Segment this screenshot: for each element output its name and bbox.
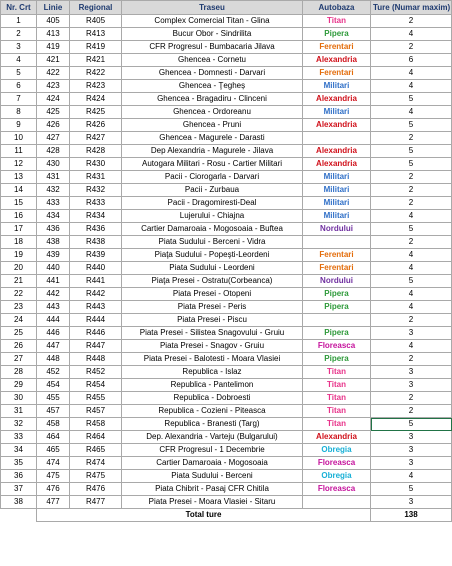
table-row (1, 28, 452, 41)
ture-cell[interactable]: 2 (371, 171, 452, 184)
traseu-cell[interactable]: Piata Presei - Peris (122, 301, 303, 314)
table-row (1, 67, 452, 80)
traseu-cell[interactable]: Cartier Damaroaia - Mogosoaia - Buftea (122, 223, 303, 236)
autobaza-cell[interactable]: Alexandria (303, 54, 371, 67)
ture-cell[interactable]: 5 (371, 223, 452, 236)
traseu-cell[interactable]: Ghencea - Magurele - Darasti (122, 132, 303, 145)
total-row (1, 509, 452, 522)
autobaza-cell[interactable]: Alexandria (303, 158, 371, 171)
linie-cell[interactable]: 448 (37, 353, 70, 366)
linie-cell[interactable]: 413 (37, 28, 70, 41)
nr-crt-cell[interactable]: 31 (1, 405, 37, 418)
regional-cell[interactable]: R444 (70, 314, 122, 327)
autobaza-cell[interactable] (303, 236, 371, 249)
table-row (1, 340, 452, 353)
ture-cell[interactable]: 4 (371, 67, 452, 80)
nr-crt-cell[interactable]: 25 (1, 327, 37, 340)
regional-cell[interactable]: R434 (70, 210, 122, 223)
linie-cell[interactable]: 431 (37, 171, 70, 184)
traseu-cell[interactable]: Piata Sudului - Berceni - Vidra (122, 236, 303, 249)
linie-cell[interactable]: 426 (37, 119, 70, 132)
autobaza-cell[interactable]: Alexandria (303, 93, 371, 106)
nr-crt-cell[interactable]: 38 (1, 496, 37, 509)
linie-cell[interactable]: 455 (37, 392, 70, 405)
autobaza-cell[interactable]: Alexandria (303, 431, 371, 444)
table-row (1, 171, 452, 184)
regional-cell[interactable]: R427 (70, 132, 122, 145)
traseu-cell[interactable]: Ghencea - Cornetu (122, 54, 303, 67)
ture-cell[interactable]: 4 (371, 288, 452, 301)
ture-cell[interactable]: 3 (371, 327, 452, 340)
regional-cell[interactable]: R447 (70, 340, 122, 353)
ture-cell[interactable]: 2 (371, 132, 452, 145)
table-row (1, 470, 452, 483)
regional-cell[interactable]: R438 (70, 236, 122, 249)
linie-cell[interactable]: 421 (37, 54, 70, 67)
nr-crt-cell[interactable]: 35 (1, 457, 37, 470)
nr-crt-cell[interactable]: 30 (1, 392, 37, 405)
linie-cell[interactable]: 425 (37, 106, 70, 119)
regional-cell[interactable]: R457 (70, 405, 122, 418)
total-value[interactable]: 138 (371, 509, 452, 522)
regional-cell[interactable]: R430 (70, 158, 122, 171)
table-row (1, 301, 452, 314)
autobaza-cell[interactable]: Militari (303, 184, 371, 197)
traseu-cell[interactable]: Piata Presei - Snagov - Gruiu (122, 340, 303, 353)
regional-cell[interactable]: R455 (70, 392, 122, 405)
nr-crt-cell[interactable]: 14 (1, 184, 37, 197)
table-row (1, 444, 452, 457)
traseu-cell[interactable]: Ghencea - Domnesti - Darvari (122, 67, 303, 80)
nr-crt-cell[interactable]: 12 (1, 158, 37, 171)
nr-crt-cell[interactable]: 21 (1, 275, 37, 288)
regional-cell[interactable]: R439 (70, 249, 122, 262)
nr-crt-cell[interactable]: 29 (1, 379, 37, 392)
linie-cell[interactable]: 458 (37, 418, 70, 431)
linie-cell[interactable]: 442 (37, 288, 70, 301)
autobaza-cell[interactable]: Floreasca (303, 340, 371, 353)
nr-crt-cell[interactable]: 6 (1, 80, 37, 93)
traseu-cell[interactable]: Ghencea - Ţegheș (122, 80, 303, 93)
autobaza-cell[interactable]: Obregia (303, 470, 371, 483)
linie-cell[interactable]: 443 (37, 301, 70, 314)
regional-cell[interactable]: R440 (70, 262, 122, 275)
header-regional[interactable]: Regional (70, 1, 122, 15)
traseu-cell[interactable]: CFR Progresul - Bumbacaria Jilava (122, 41, 303, 54)
ture-cell[interactable]: 3 (371, 431, 452, 444)
linie-cell[interactable]: 464 (37, 431, 70, 444)
table-row (1, 457, 452, 470)
autobaza-cell[interactable]: Militari (303, 171, 371, 184)
ture-cell[interactable]: 2 (371, 15, 452, 28)
table-row (1, 249, 452, 262)
regional-cell[interactable]: R423 (70, 80, 122, 93)
ture-cell[interactable]: 6 (371, 54, 452, 67)
ture-cell[interactable]: 5 (371, 483, 452, 496)
nr-crt-cell[interactable]: 37 (1, 483, 37, 496)
ture-cell[interactable]: 4 (371, 210, 452, 223)
ture-cell[interactable]: 5 (371, 145, 452, 158)
nr-crt-cell[interactable]: 20 (1, 262, 37, 275)
regional-cell[interactable]: R458 (70, 418, 122, 431)
regional-cell[interactable]: R454 (70, 379, 122, 392)
regional-cell[interactable]: R433 (70, 197, 122, 210)
regional-cell[interactable]: R431 (70, 171, 122, 184)
nr-crt-cell[interactable]: 32 (1, 418, 37, 431)
nr-crt-cell[interactable]: 18 (1, 236, 37, 249)
nr-crt-cell[interactable]: 36 (1, 470, 37, 483)
linie-cell[interactable]: 475 (37, 470, 70, 483)
linie-cell[interactable]: 457 (37, 405, 70, 418)
nr-crt-cell[interactable]: 24 (1, 314, 37, 327)
ture-cell[interactable]: 5 (371, 275, 452, 288)
total-label[interactable]: Total ture (37, 509, 371, 522)
ture-cell[interactable]: 2 (371, 392, 452, 405)
traseu-cell[interactable]: Piata Sudului - Leordeni (122, 262, 303, 275)
traseu-cell[interactable]: Republica - Pantelimon (122, 379, 303, 392)
regional-cell[interactable]: R452 (70, 366, 122, 379)
table-row (1, 184, 452, 197)
autobaza-cell[interactable]: Floreasca (303, 457, 371, 470)
autobaza-cell[interactable] (303, 132, 371, 145)
autobaza-cell[interactable]: Ferentari (303, 249, 371, 262)
table-row (1, 54, 452, 67)
table-row (1, 392, 452, 405)
ture-cell[interactable]: 2 (371, 353, 452, 366)
traseu-cell[interactable]: Republica - Islaz (122, 366, 303, 379)
autobaza-cell[interactable]: Titan (303, 405, 371, 418)
ture-cell[interactable]: 3 (371, 366, 452, 379)
table-row (1, 353, 452, 366)
table-row (1, 132, 452, 145)
table-footer (1, 509, 452, 522)
traseu-cell[interactable]: Ghencea - Pruni (122, 119, 303, 132)
nr-crt-cell[interactable]: 26 (1, 340, 37, 353)
ture-cell[interactable]: 5 (371, 158, 452, 171)
autobaza-cell[interactable]: Militari (303, 106, 371, 119)
linie-cell[interactable]: 423 (37, 80, 70, 93)
regional-cell[interactable]: R477 (70, 496, 122, 509)
linie-cell[interactable]: 430 (37, 158, 70, 171)
traseu-cell[interactable]: Republica - Dobroesti (122, 392, 303, 405)
table-row (1, 327, 452, 340)
regional-cell[interactable]: R442 (70, 288, 122, 301)
linie-cell[interactable]: 427 (37, 132, 70, 145)
traseu-cell[interactable]: Piata Presei - Balotesti - Moara Vlasiei (122, 353, 303, 366)
nr-crt-cell[interactable]: 22 (1, 288, 37, 301)
regional-cell[interactable]: R443 (70, 301, 122, 314)
nr-crt-cell[interactable]: 8 (1, 106, 37, 119)
autobaza-cell[interactable]: Militari (303, 210, 371, 223)
traseu-cell[interactable]: Pacii - Zurbaua (122, 184, 303, 197)
autobaza-cell[interactable]: Pipera (303, 327, 371, 340)
traseu-cell[interactable]: CFR Progresul - 1 Decembrie (122, 444, 303, 457)
autobaza-cell[interactable]: Nordului (303, 275, 371, 288)
table-row (1, 210, 452, 223)
table-row (1, 80, 452, 93)
traseu-cell[interactable]: Ghencea - Ordoreanu (122, 106, 303, 119)
linie-cell[interactable]: 424 (37, 93, 70, 106)
linie-cell[interactable]: 441 (37, 275, 70, 288)
nr-crt-cell[interactable]: 13 (1, 171, 37, 184)
autobaza-cell[interactable]: Titan (303, 418, 371, 431)
regional-cell[interactable]: R476 (70, 483, 122, 496)
nr-crt-cell[interactable]: 11 (1, 145, 37, 158)
regional-cell[interactable]: R419 (70, 41, 122, 54)
table-row (1, 236, 452, 249)
nr-crt-cell[interactable]: 28 (1, 366, 37, 379)
autobaza-cell[interactable] (303, 496, 371, 509)
linie-cell[interactable]: 436 (37, 223, 70, 236)
nr-crt-cell[interactable]: 2 (1, 28, 37, 41)
table-row (1, 366, 452, 379)
table-row (1, 418, 452, 431)
ture-cell[interactable]: 5 (371, 418, 452, 431)
linie-cell[interactable]: 433 (37, 197, 70, 210)
nr-crt-cell[interactable]: 9 (1, 119, 37, 132)
table-row (1, 431, 452, 444)
traseu-cell[interactable]: Piata Presei - Piscu (122, 314, 303, 327)
linie-cell[interactable]: 474 (37, 457, 70, 470)
autobaza-cell[interactable]: Pipera (303, 288, 371, 301)
header-traseu[interactable]: Traseu (122, 1, 303, 15)
nr-crt-cell[interactable]: 10 (1, 132, 37, 145)
traseu-cell[interactable]: Pacii - Dragomiresti-Deal (122, 197, 303, 210)
linie-cell[interactable]: 476 (37, 483, 70, 496)
ture-cell[interactable]: 2 (371, 184, 452, 197)
autobaza-cell[interactable]: Alexandria (303, 119, 371, 132)
table-row (1, 223, 452, 236)
ture-cell[interactable]: 4 (371, 106, 452, 119)
table-header (1, 1, 452, 15)
table-row (1, 262, 452, 275)
autobaza-cell[interactable]: Pipera (303, 301, 371, 314)
nr-crt-cell[interactable]: 5 (1, 67, 37, 80)
traseu-cell[interactable]: Dep Alexandria - Magurele - Jilava (122, 145, 303, 158)
ture-cell[interactable]: 5 (371, 93, 452, 106)
autobaza-cell[interactable]: Titan (303, 15, 371, 28)
linie-cell[interactable]: 439 (37, 249, 70, 262)
nr-crt-cell[interactable]: 34 (1, 444, 37, 457)
nr-crt-cell[interactable]: 7 (1, 93, 37, 106)
linie-cell[interactable]: 465 (37, 444, 70, 457)
table-row (1, 41, 452, 54)
header-row (1, 1, 452, 15)
linie-cell[interactable]: 454 (37, 379, 70, 392)
table-row (1, 405, 452, 418)
header-autobaza[interactable]: Autobaza (303, 1, 371, 15)
table-row (1, 145, 452, 158)
traseu-cell[interactable]: Piata Chibrit - Pasaj CFR Chitila (122, 483, 303, 496)
linie-cell[interactable]: 447 (37, 340, 70, 353)
ture-cell[interactable]: 2 (371, 314, 452, 327)
autobaza-cell[interactable]: Militari (303, 197, 371, 210)
regional-cell[interactable]: R475 (70, 470, 122, 483)
table-row (1, 197, 452, 210)
traseu-cell[interactable]: Dep. Alexandria - Varteju (Bulgarului) (122, 431, 303, 444)
autobaza-cell[interactable]: Titan (303, 392, 371, 405)
traseu-cell[interactable]: Piata Presei - Otopeni (122, 288, 303, 301)
nr-crt-cell[interactable]: 3 (1, 41, 37, 54)
traseu-cell[interactable]: Complex Comercial Titan - Glina (122, 15, 303, 28)
linie-cell[interactable]: 452 (37, 366, 70, 379)
nr-crt-cell[interactable]: 15 (1, 197, 37, 210)
ture-cell[interactable]: 4 (371, 249, 452, 262)
nr-crt-cell[interactable]: 4 (1, 54, 37, 67)
ture-cell[interactable]: 3 (371, 379, 452, 392)
table-row (1, 93, 452, 106)
traseu-cell[interactable]: Republica - Cozieni - Piteasca (122, 405, 303, 418)
traseu-cell[interactable]: Piaţa Presei - Ostratu(Corbeanca) (122, 275, 303, 288)
regional-cell[interactable]: R441 (70, 275, 122, 288)
regional-cell[interactable]: R446 (70, 327, 122, 340)
autobaza-cell[interactable] (303, 314, 371, 327)
autobaza-cell[interactable]: Obregia (303, 444, 371, 457)
regional-cell[interactable]: R413 (70, 28, 122, 41)
ture-cell[interactable]: 2 (371, 236, 452, 249)
traseu-cell[interactable]: Piata Sudului - Berceni (122, 470, 303, 483)
ture-cell[interactable]: 4 (371, 262, 452, 275)
traseu-cell[interactable]: Piata Presei - Moara Vlasiei - Sitaru (122, 496, 303, 509)
ture-cell[interactable]: 4 (371, 301, 452, 314)
ture-cell[interactable]: 2 (371, 405, 452, 418)
traseu-cell[interactable]: Pacii - Ciorogarla - Darvari (122, 171, 303, 184)
header-linie[interactable]: Linie (37, 1, 70, 15)
regional-cell[interactable]: R432 (70, 184, 122, 197)
autobaza-cell[interactable]: Ferentari (303, 262, 371, 275)
header-nr-crt[interactable]: Nr. Crt (1, 1, 37, 15)
ture-cell[interactable]: 4 (371, 340, 452, 353)
linie-cell[interactable]: 428 (37, 145, 70, 158)
regional-cell[interactable]: R426 (70, 119, 122, 132)
autobaza-cell[interactable]: Titan (303, 366, 371, 379)
table-row (1, 483, 452, 496)
nr-crt-cell[interactable]: 16 (1, 210, 37, 223)
traseu-cell[interactable]: Autogara Militari - Rosu - Cartier Militari (122, 158, 303, 171)
regional-cell[interactable]: R448 (70, 353, 122, 366)
table-row (1, 15, 452, 28)
autobaza-cell[interactable]: Floreasca (303, 483, 371, 496)
traseu-cell[interactable]: Bucur Obor - Sindrilita (122, 28, 303, 41)
linie-cell[interactable]: 438 (37, 236, 70, 249)
ture-cell[interactable]: 4 (371, 28, 452, 41)
ture-cell[interactable]: 2 (371, 41, 452, 54)
autobaza-cell[interactable]: Alexandria (303, 145, 371, 158)
linie-cell[interactable]: 446 (37, 327, 70, 340)
ture-cell[interactable]: 4 (371, 470, 452, 483)
table-row (1, 379, 452, 392)
ture-cell[interactable]: 2 (371, 197, 452, 210)
ture-cell[interactable]: 3 (371, 496, 452, 509)
autobaza-cell[interactable]: Nordului (303, 223, 371, 236)
table-row (1, 314, 452, 327)
regional-cell[interactable]: R465 (70, 444, 122, 457)
linie-cell[interactable]: 434 (37, 210, 70, 223)
regional-cell[interactable]: R424 (70, 93, 122, 106)
traseu-cell[interactable]: Republica - Branesti (Targ) (122, 418, 303, 431)
traseu-cell[interactable]: Lujerului - Chiajna (122, 210, 303, 223)
table-row (1, 288, 452, 301)
regional-cell[interactable]: R474 (70, 457, 122, 470)
table-row (1, 106, 452, 119)
table-row (1, 119, 452, 132)
linie-cell[interactable]: 432 (37, 184, 70, 197)
traseu-cell[interactable]: Cartier Damaroaia - Mogosoaia (122, 457, 303, 470)
nr-crt-cell[interactable]: 33 (1, 431, 37, 444)
ture-cell[interactable]: 5 (371, 119, 452, 132)
linie-cell[interactable]: 477 (37, 496, 70, 509)
ture-cell[interactable]: 3 (371, 457, 452, 470)
linie-cell[interactable]: 444 (37, 314, 70, 327)
linie-cell[interactable]: 405 (37, 15, 70, 28)
traseu-cell[interactable]: Piaţa Sudului - Popeşti-Leordeni (122, 249, 303, 262)
table-row (1, 158, 452, 171)
traseu-cell[interactable]: Ghencea - Bragadiru - Clinceni (122, 93, 303, 106)
autobaza-cell[interactable]: Ferentari (303, 41, 371, 54)
linie-cell[interactable]: 440 (37, 262, 70, 275)
total-blank-cell[interactable] (1, 509, 37, 522)
table-row (1, 275, 452, 288)
regional-cell[interactable]: R464 (70, 431, 122, 444)
nr-crt-cell[interactable]: 19 (1, 249, 37, 262)
nr-crt-cell[interactable]: 17 (1, 223, 37, 236)
regional-cell[interactable]: R436 (70, 223, 122, 236)
autobaza-cell[interactable]: Pipera (303, 353, 371, 366)
regional-cell[interactable]: R425 (70, 106, 122, 119)
traseu-cell[interactable]: Piata Presei - Silistea Snagovului - Gruiu (122, 327, 303, 340)
autobaza-cell[interactable]: Titan (303, 379, 371, 392)
nr-crt-cell[interactable]: 27 (1, 353, 37, 366)
autobaza-cell[interactable]: Militari (303, 80, 371, 93)
nr-crt-cell[interactable]: 23 (1, 301, 37, 314)
ture-cell[interactable]: 4 (371, 80, 452, 93)
ture-cell[interactable]: 3 (371, 444, 452, 457)
table-row (1, 496, 452, 509)
regional-cell[interactable]: R421 (70, 54, 122, 67)
table-body (1, 15, 452, 509)
linie-cell[interactable]: 419 (37, 41, 70, 54)
regional-cell[interactable]: R428 (70, 145, 122, 158)
autobaza-cell[interactable]: Pipera (303, 28, 371, 41)
regional-cell[interactable]: R422 (70, 67, 122, 80)
header-ture[interactable]: Ture (Numar maxim) (371, 1, 452, 15)
autobaza-cell[interactable]: Ferentari (303, 67, 371, 80)
linie-cell[interactable]: 422 (37, 67, 70, 80)
nr-crt-cell[interactable]: 1 (1, 15, 37, 28)
regional-cell[interactable]: R405 (70, 15, 122, 28)
